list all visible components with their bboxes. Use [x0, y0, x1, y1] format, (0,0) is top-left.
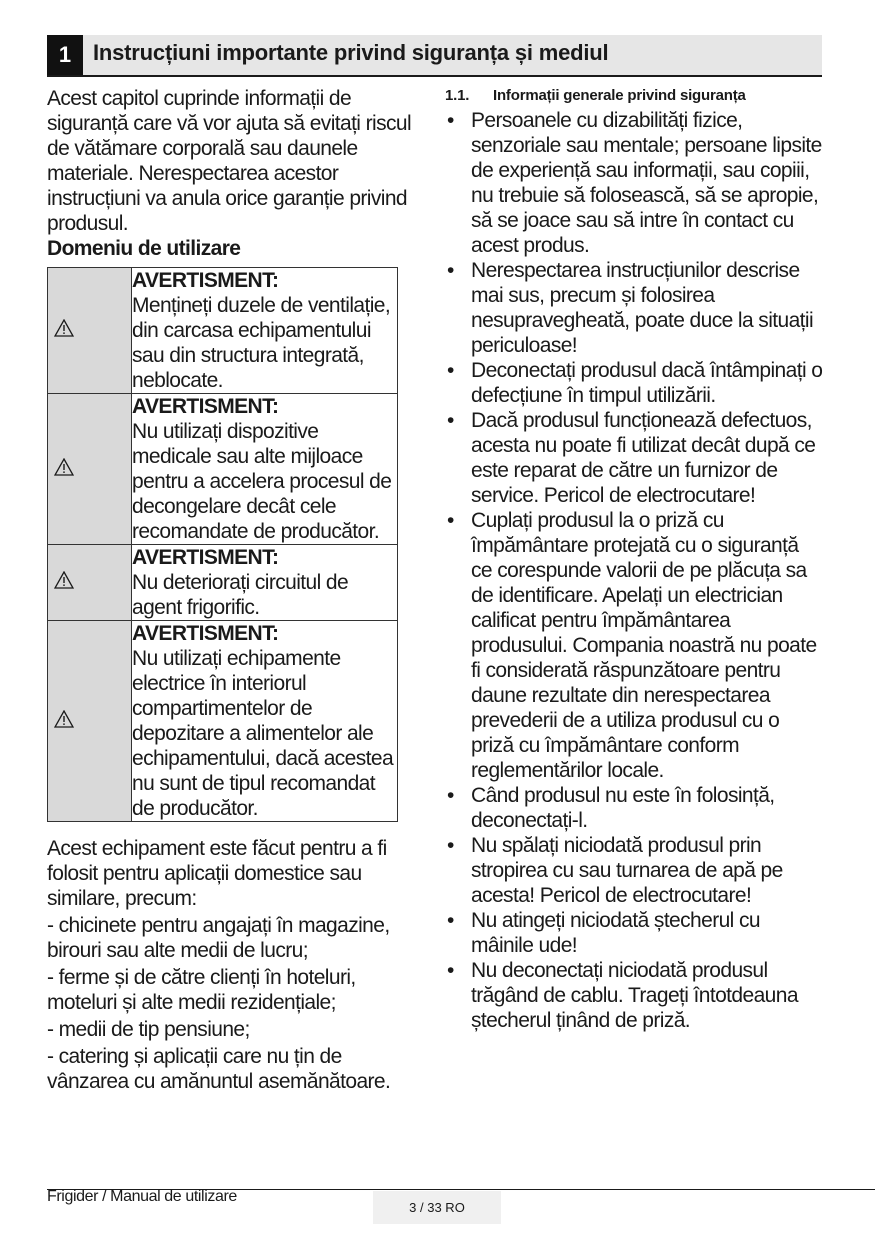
warning-icon-cell [48, 545, 132, 621]
bullet-text: Deconectați produsul dacă întâmpinați o defecțiune în timpul utilizării. [471, 359, 823, 407]
warnings-table [47, 267, 398, 822]
list-item [445, 408, 823, 508]
usage-item: - medii de tip pensiune; [47, 1018, 250, 1041]
warning-text-cell [132, 268, 398, 394]
bullet-icon: • [447, 909, 454, 932]
list-item [445, 783, 823, 833]
bullet-icon: • [447, 359, 454, 382]
warning-triangle-icon [54, 458, 74, 476]
bullet-text: Nu deconectați niciodată produsul trăgând de cablu. Trageți întotdeauna ștecherul ținând de priză. [471, 959, 798, 1032]
bullet-text: Nerespectarea instrucțiunilor descrise mai sus, precum și folosirea nesupravegheată, poate duce la situații periculoase! [471, 259, 814, 357]
list-item [445, 508, 823, 783]
right-column [445, 86, 823, 1033]
warning-row [48, 268, 398, 394]
bullet-text: Nu atingeți niciodată ștecherul cu mâinile ude! [471, 909, 760, 957]
warning-row [48, 621, 398, 822]
safety-bullet-list [445, 108, 823, 1033]
warning-text: Nu deteriorați circuitul de agent frigorific. [132, 571, 349, 619]
bullet-icon: • [447, 259, 454, 282]
warning-text-cell [132, 621, 398, 822]
warning-text: Nu utilizați dispozitive medicale sau alte mijloace pentru a accelera procesul de decongelare decât cele recomandate de producător. [132, 420, 392, 543]
warning-icon-cell [48, 394, 132, 545]
bullet-text: Cuplați produsul la o priză cu împământare protejată cu o siguranță ce corespunde valorii de pe plăcuța sa de identificare. Apelați un electrician calificat pentru împământarea produsului. Compania noastră nu poate fi considerată răspunzătoare pentru daune rezultate din nerespectarea prevederii de a utiliza produsul cu o priză cu împământare conform reglementărilor locale. [471, 509, 817, 782]
bullet-icon: • [447, 409, 454, 432]
chapter-number: 1 [47, 35, 83, 75]
usage-item: - chicinete pentru angajați în magazine, birouri sau alte medii de lucru; [47, 914, 390, 962]
warning-triangle-icon [54, 710, 74, 728]
bullet-icon: • [447, 109, 454, 132]
list-item [445, 833, 823, 908]
bullet-icon: • [447, 834, 454, 857]
warning-triangle-icon [54, 319, 74, 337]
warning-title: AVERTISMENT: [132, 546, 279, 569]
usage-item: - ferme și de către clienți în hoteluri, moteluri și alte medii rezidențiale; [47, 966, 356, 1014]
section-heading [445, 86, 823, 106]
page-number: 3 / 33 RO [373, 1191, 501, 1224]
section-number: 1.1. [445, 87, 470, 104]
warning-text-cell [132, 545, 398, 621]
bullet-text: Persoanele cu dizabilități fizice, senzoriale sau mentale; persoane lipsite de experiență sau informații, sau copiii, nu trebuie să folosească, să se apropie, să se joace sau să intre în contact cu acest produs. [471, 109, 822, 257]
list-item [445, 108, 823, 258]
bullet-icon: • [447, 509, 454, 532]
warning-text: Mențineți duzele de ventilație, din carcasa echipamentului sau din structura integrată, neblocate. [132, 294, 391, 392]
warning-triangle-icon [54, 571, 74, 589]
list-item [445, 258, 823, 358]
list-item [445, 908, 823, 958]
bullet-icon: • [447, 959, 454, 982]
left-column [47, 86, 422, 1094]
warning-text-cell [132, 394, 398, 545]
intro-paragraph: Acest capitol cuprinde informații de siguranță care vă vor ajuta să evitați riscul de vătămare corporală sau daunele materiale. Nerespectarea acestor instrucțiuni va anula orice garanție privind produsul. [47, 87, 412, 235]
warning-icon-cell [48, 621, 132, 822]
bullet-text: Nu spălați niciodată produsul prin stropirea cu sau turnarea de apă pe acesta! Pericol de electrocutare! [471, 834, 783, 907]
warning-title: AVERTISMENT: [132, 622, 279, 645]
chapter-title: Instrucțiuni importante privind siguranța și mediul [93, 40, 609, 65]
warning-row [48, 545, 398, 621]
warning-title: AVERTISMENT: [132, 395, 279, 418]
bullet-text: Când produsul nu este în folosință, deconectați-l. [471, 784, 775, 832]
warning-icon-cell [48, 268, 132, 394]
warning-title: AVERTISMENT: [132, 269, 279, 292]
list-item [445, 958, 823, 1033]
domain-heading: Domeniu de utilizare [47, 237, 241, 260]
warning-row [48, 394, 398, 545]
bullet-text: Dacă produsul funcționează defectuos, acesta nu poate fi utilizat decât după ce este reparat de către un furnizor de service. Pericol de electrocutare! [471, 409, 816, 507]
section-title: Informații generale privind siguranța [493, 87, 746, 104]
footer-document-title: Frigider / Manual de utilizare [47, 1188, 237, 1205]
warning-text: Nu utilizați echipamente electrice în interiorul compartimentelor de depozitare a alimentelor ale echipamentului, dacă acestea nu sunt de tipul recomandat de producător. [132, 647, 394, 820]
usage-intro: Acest echipament este făcut pentru a fi folosit pentru aplicații domestice sau similare, precum: [47, 837, 387, 910]
bullet-icon: • [447, 784, 454, 807]
usage-item: - catering și aplicații care nu țin de vânzarea cu amănuntul asemănătoare. [47, 1045, 391, 1093]
list-item [445, 358, 823, 408]
chapter-header [47, 35, 822, 77]
